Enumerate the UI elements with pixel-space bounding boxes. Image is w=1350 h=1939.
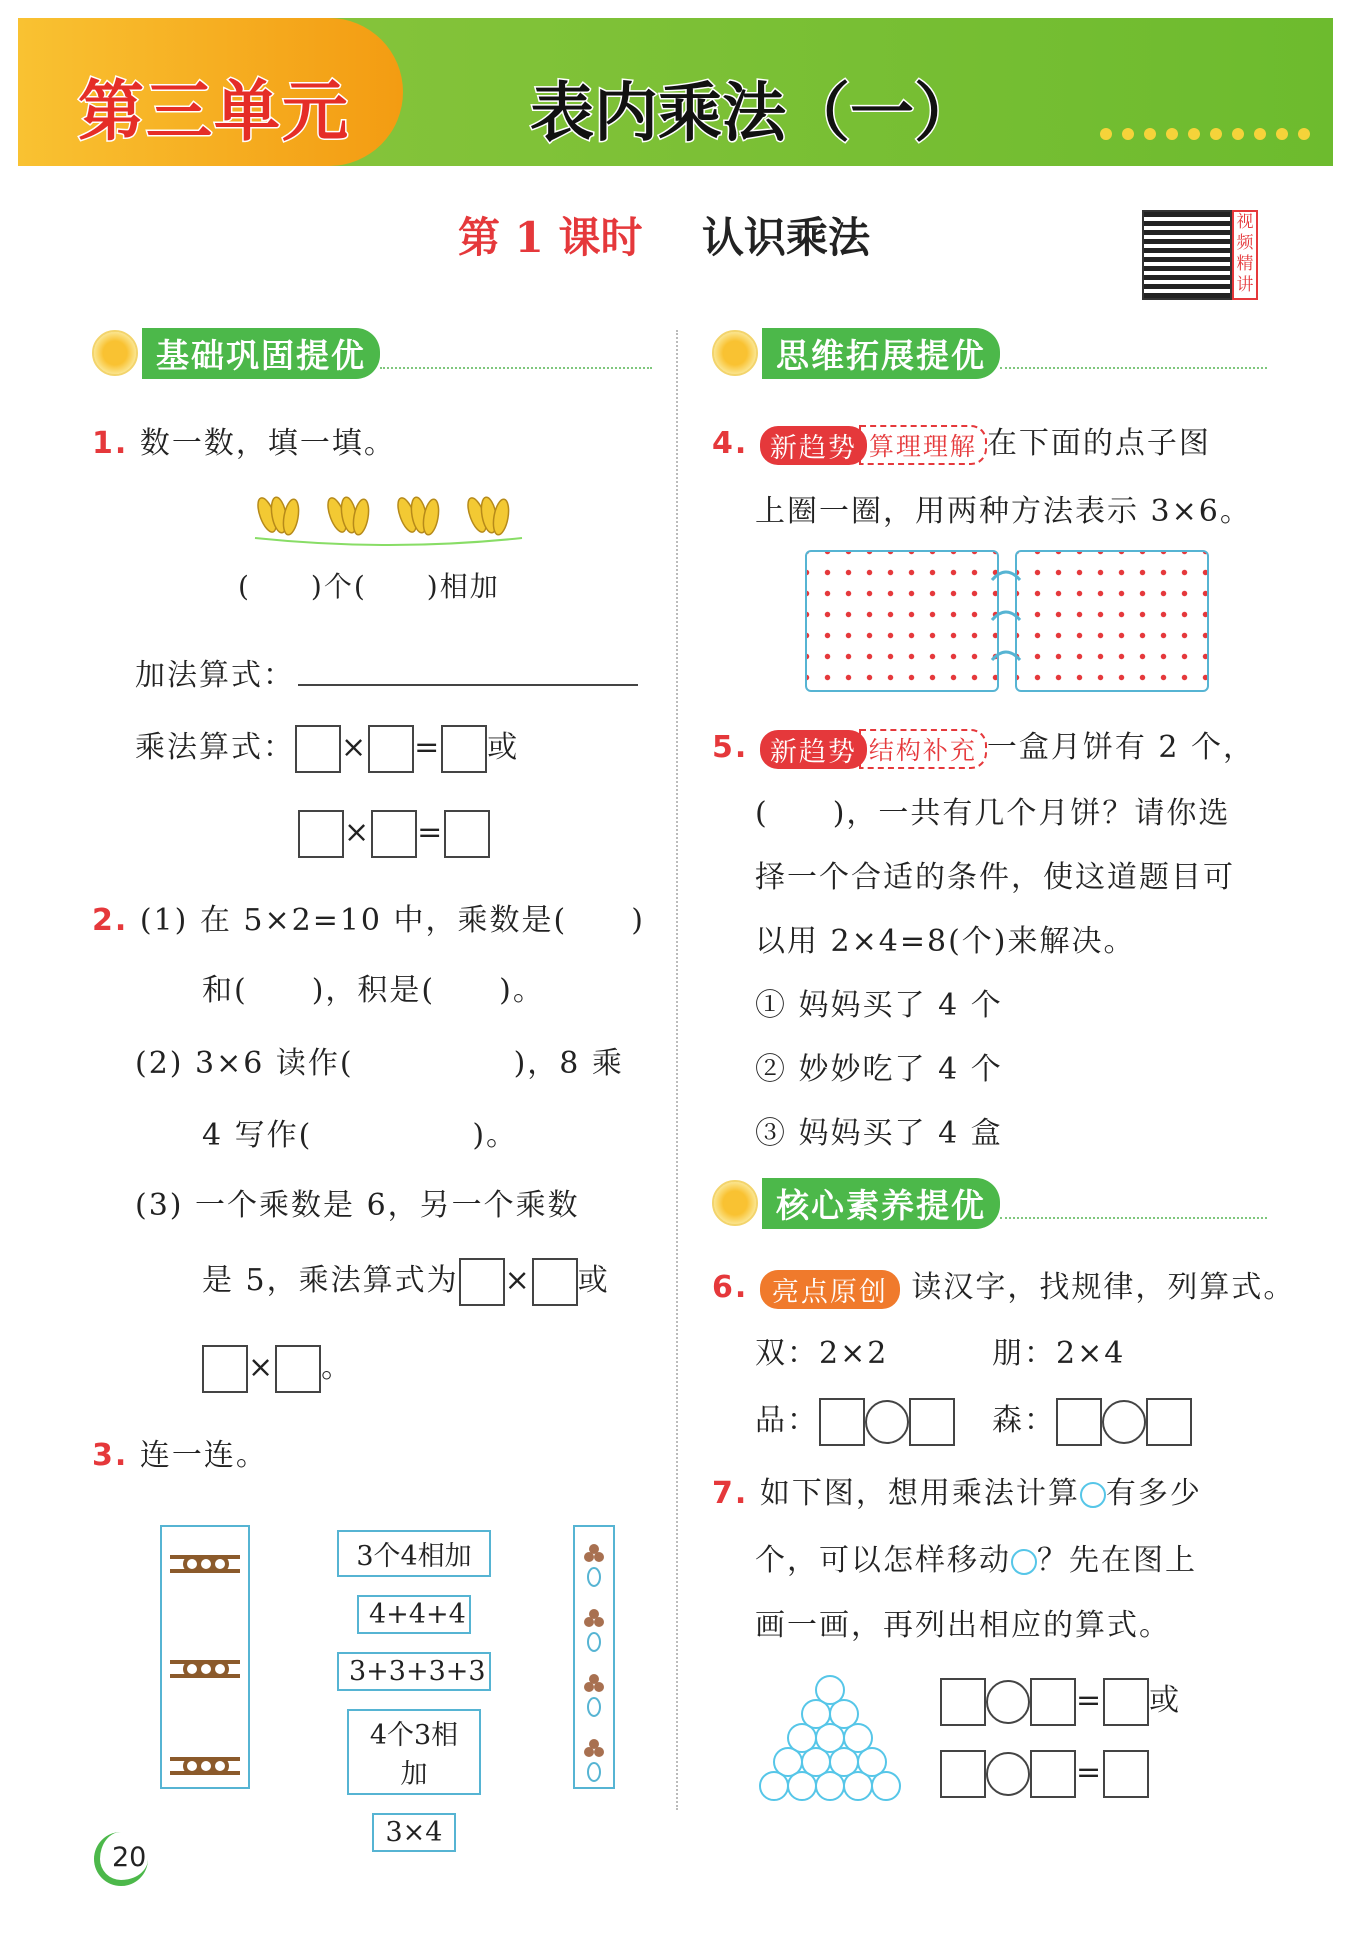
q4-line1 [712,418,1211,465]
answer-box[interactable] [940,1678,986,1726]
q6-ask-2: 森： [992,1403,1056,1438]
q2-p2a: (2) 3×6 读作( )，8 乘 [135,1046,624,1081]
q7-text-1b: 有多少 [1105,1476,1202,1511]
page-number: 20 [112,1842,147,1873]
bubble-icon [1080,1482,1106,1508]
q3-number: 3. [92,1438,129,1473]
original-tag: 亮点原创 [760,1270,900,1309]
q2-number: 2. [92,903,129,938]
section-basic [92,330,652,376]
answer-box[interactable] [1103,1750,1149,1798]
q1-add-answer-line[interactable] [298,684,638,686]
answer-box[interactable] [1030,1678,1076,1726]
q5-option-1[interactable]: ① 妈妈买了 4 个 [755,988,1003,1023]
answer-box[interactable] [441,725,487,773]
q7-number: 7. [712,1476,749,1511]
section-basic-label: 基础巩固提优 [142,328,380,379]
answer-box[interactable] [202,1345,248,1393]
q6-ask-1: 品： [755,1403,819,1438]
q5-text-3: 择一个合适的条件，使这道题目可 [755,860,1235,895]
q5-line1 [712,722,1255,769]
q2-p3c-row: × 。 [202,1342,353,1393]
q2-p3a: (3) 一个乘数是 6，另一个乘数 [135,1188,580,1223]
binding-ring-icon [988,560,1024,680]
answer-box[interactable] [459,1258,505,1306]
answer-box[interactable] [819,1398,865,1446]
answer-box[interactable] [940,1750,986,1798]
q3-option-4[interactable]: 4个3相加 [347,1709,481,1795]
banana-bunches-icon [250,490,530,550]
q3 [92,1430,268,1474]
trophy-icon [712,330,758,376]
q2-p1a: (1) 在 5×2=10 中，乘数是( ) [139,903,645,938]
rope-knots-panel [160,1525,250,1789]
q1-add-row [135,650,295,694]
answer-box[interactable] [444,810,490,858]
q2-p1b: 和( )，积是( )。 [202,973,545,1008]
q4-subtag: 算理理解 [859,425,987,465]
q1-caption: ( )个( )相加 [238,570,500,603]
q5-number: 5. [712,730,749,765]
answer-circle[interactable] [986,1752,1030,1796]
q5-subtag: 结构补充 [859,729,987,769]
column-divider [676,330,678,1810]
q3-option-2[interactable]: 4+4+4 [357,1595,471,1634]
q2-p2b: 4 写作( )。 [202,1118,519,1153]
q7-text-1a: 如下图，想用乘法计算 [759,1476,1080,1511]
q1-prompt: 数一数，填一填。 [139,426,396,461]
q7-text-2a: 个，可以怎样移动 [755,1543,1011,1578]
unit-number: 第三单元 [78,73,350,150]
q7-line1 [712,1468,1202,1512]
dot-grid-left[interactable] [805,550,999,692]
q7-text-2b: ？先在图上 [1037,1543,1197,1578]
section-core-label: 核心素养提优 [762,1178,1000,1229]
q1-or: 或 [487,730,520,765]
section-thinking [712,330,1267,376]
bubble-icon [1011,1549,1037,1575]
q2-or: 或 [577,1263,610,1298]
answer-box[interactable] [909,1398,955,1446]
answer-box[interactable] [532,1258,578,1306]
q6-ask-2-row [992,1395,1192,1446]
q1-number: 1. [92,426,129,461]
q5-text-2: ( )，一共有几个月饼？请你选 [755,796,1231,831]
q2-period: 。 [321,1350,354,1385]
answer-box[interactable] [1103,1678,1149,1726]
q6-example-2: 朋：2×4 [992,1336,1126,1371]
rope-knot-icon [162,1527,248,1787]
qr-label: 视频精讲 [1232,210,1258,300]
q7-answer-row-2: = [940,1750,1149,1798]
q5-option-2[interactable]: ② 妙妙吃了 4 个 [755,1052,1003,1087]
q1-mul-row-2: × = [298,810,490,858]
answer-box[interactable] [368,725,414,773]
answer-box[interactable] [1030,1750,1076,1798]
q1-mul-row: 乘法算式： × = 或 [135,722,519,773]
trophy-icon [712,1180,758,1226]
q1-add-label: 加法算式： [135,658,295,693]
unit-title: 表内乘法（一） [530,77,978,151]
trend-tag: 新趋势 [760,730,867,769]
q2-p3b-row: 是 5，乘法算式为 × 或 [202,1255,610,1306]
q1-mul-label: 乘法算式： [135,730,295,765]
q7-answer-row-1: = 或 [940,1675,1181,1726]
qr-code-icon[interactable] [1142,210,1232,300]
answer-circle[interactable] [865,1400,909,1444]
q3-expressions [334,1530,494,1852]
q4-number: 4. [712,426,749,461]
q4-text-1: 在下面的点子图 [986,426,1211,461]
q6-prompt: 读汉字，找规律，列算式。 [911,1270,1296,1305]
decorative-dots [1100,128,1310,140]
q6-example-1: 双：2×2 [755,1336,889,1371]
q6-number: 6. [712,1270,749,1305]
section-thinking-label: 思维拓展提优 [762,328,1000,379]
answer-box[interactable] [1056,1398,1102,1446]
q7-or: 或 [1149,1683,1182,1718]
q5-text-1: 一盒月饼有 2 个， [986,730,1256,765]
q5-option-3[interactable]: ③ 妈妈买了 4 盒 [755,1116,1003,1151]
flower-icon [92,330,138,376]
bubble-triangle[interactable] [755,1675,905,1805]
q6-ask-1-row [755,1395,955,1446]
dot-grid-right[interactable] [1015,550,1209,692]
answer-box[interactable] [275,1345,321,1393]
flower-vase-panel [573,1525,615,1789]
q4-text-2: 上圈一圈，用两种方法表示 3×6。 [755,494,1252,529]
answer-circle[interactable] [1102,1400,1146,1444]
flower-vase-icon [575,1527,613,1787]
answer-box[interactable] [295,725,341,773]
q7-text-3: 画一画，再列出相应的算式。 [755,1608,1171,1643]
q3-prompt: 连一连。 [139,1438,268,1473]
q3-option-1[interactable]: 3个4相加 [337,1530,491,1577]
q2-line1 [92,895,645,939]
q3-option-5[interactable]: 3×4 [372,1813,456,1852]
lesson-title: 认识乘法 [702,213,871,262]
answer-box[interactable] [298,810,344,858]
q1 [92,418,396,462]
q2-p3b: 是 5，乘法算式为 [202,1263,459,1298]
q7-line2 [755,1535,1197,1579]
answer-box[interactable] [371,810,417,858]
answer-circle[interactable] [986,1680,1030,1724]
q5-text-4: 以用 2×4=8(个)来解决。 [755,924,1136,959]
answer-box[interactable] [1146,1398,1192,1446]
q3-option-3[interactable]: 3+3+3+3 [337,1652,491,1691]
trend-tag: 新趋势 [760,426,867,465]
lesson-number: 第 1 课时 [458,213,643,262]
q6-line1 [712,1262,1295,1309]
section-core [712,1180,1267,1226]
